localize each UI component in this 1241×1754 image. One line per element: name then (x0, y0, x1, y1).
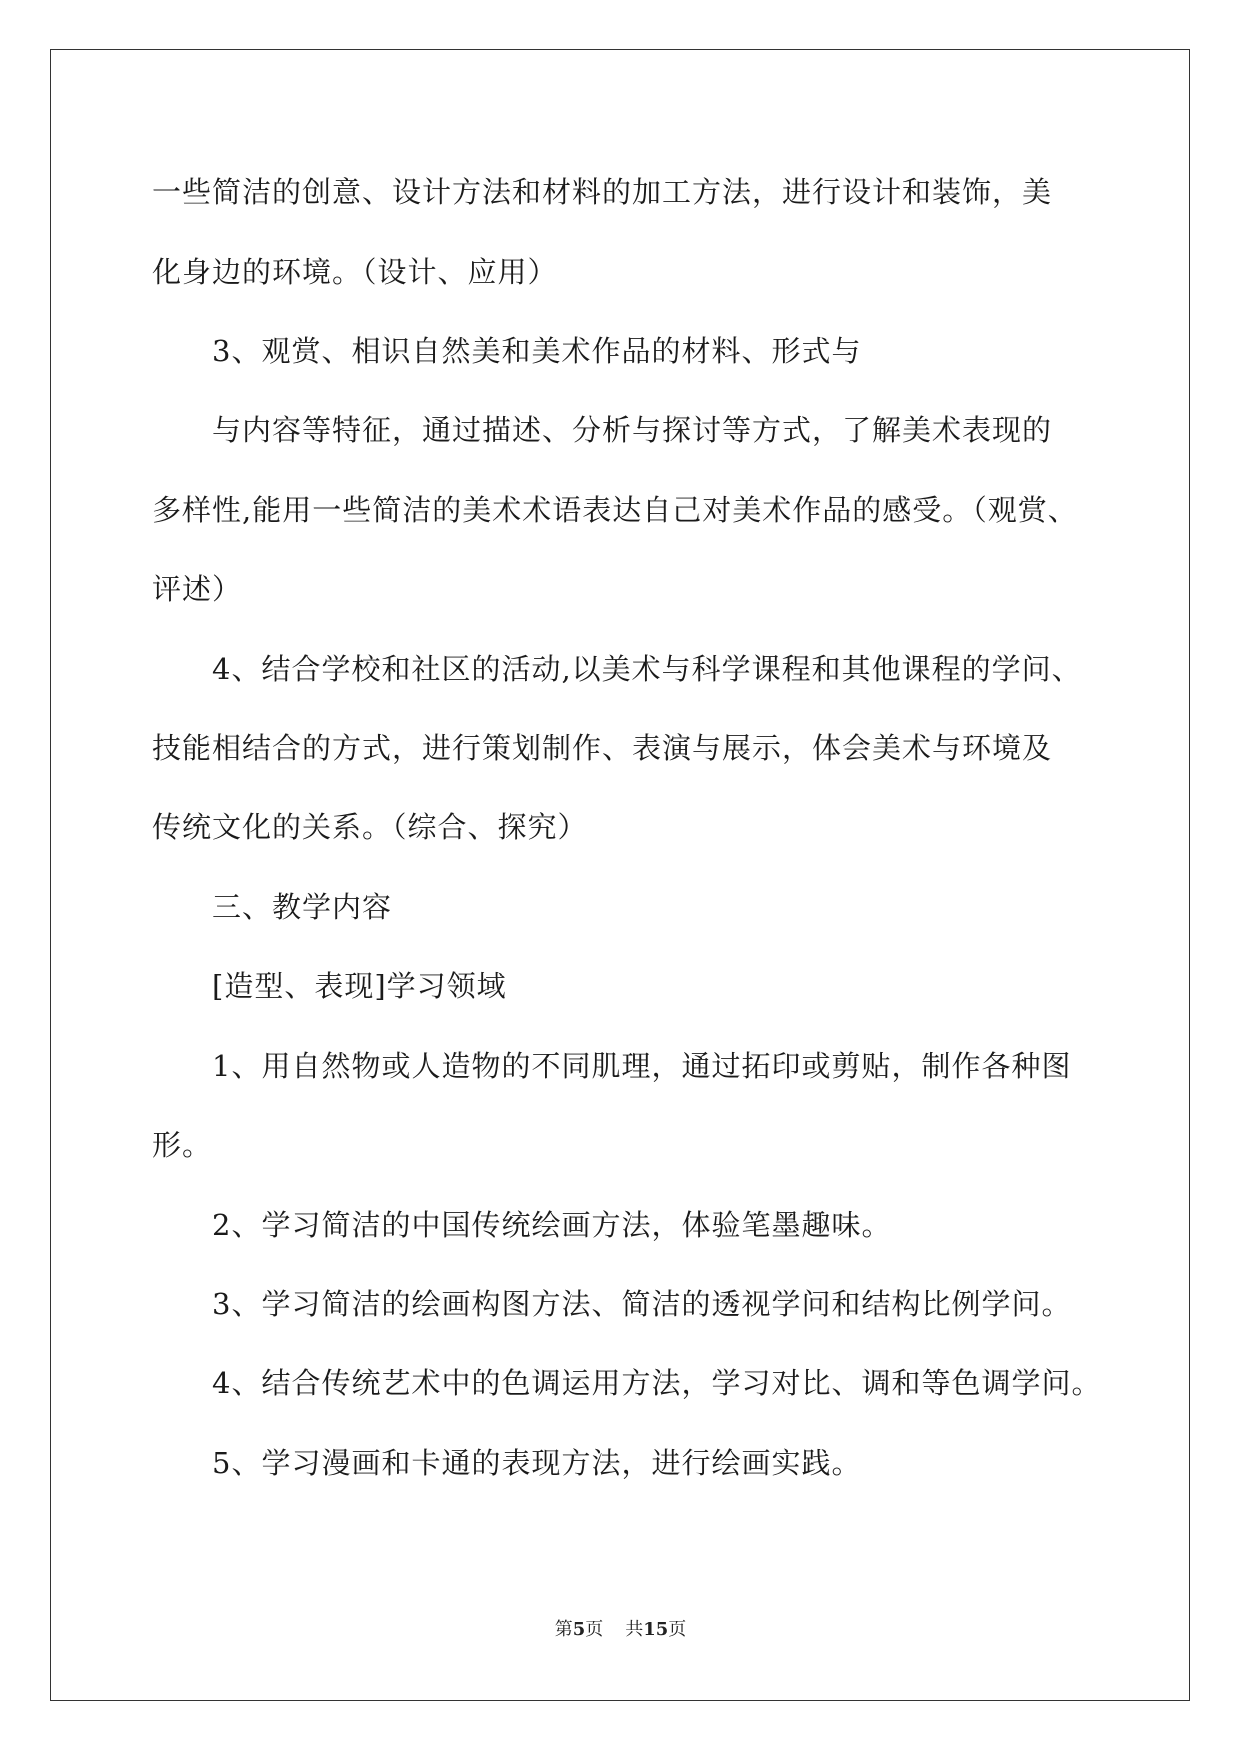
total-prefix: 共 (625, 1619, 644, 1640)
text-line: 多样性,能用一些简洁的美术术语表达自己对美术作品的感受。（观赏、 (152, 493, 1078, 527)
text-line: 化身边的环境。（设计、应用） (152, 255, 558, 289)
text-line: 与内容等特征，通过描述、分析与探讨等方式，了解美术表现的 (212, 413, 1053, 447)
text-line: 1、用自然物或人造物的不同肌理，通过拓印或剪贴，制作各种图 (212, 1049, 1072, 1083)
text-line: 形。 (152, 1128, 213, 1162)
text-line: 5、学习漫画和卡通的表现方法，进行绘画实践。 (212, 1446, 862, 1480)
total-suffix: 页 (668, 1619, 687, 1640)
subsection-heading: [造型、表现]学习领域 (212, 969, 507, 1003)
section-heading: 三、教学内容 (212, 890, 393, 924)
text-line: 2、学习简洁的中国传统绘画方法，体验笔墨趣味。 (212, 1208, 892, 1242)
text-line: 一些简洁的创意、设计方法和材料的加工方法，进行设计和装饰，美 (152, 175, 1053, 209)
text-line: 3、观赏、相识自然美和美术作品的材料、形式与 (212, 334, 862, 368)
page-total: 15 (643, 1619, 669, 1640)
page-suffix: 页 (585, 1619, 604, 1640)
text-line: 传统文化的关系。（综合、探究） (152, 810, 588, 844)
text-line: 3、学习简洁的绘画构图方法、简洁的透视学问和结构比例学问。 (212, 1287, 1072, 1321)
text-line: 技能相结合的方式，进行策划制作、表演与展示，体会美术与环境及 (152, 731, 1053, 765)
page-number: 5 (572, 1619, 586, 1640)
text-line: 4、结合学校和社区的活动,以美术与科学课程和其他课程的学问、 (212, 652, 1082, 686)
text-line: 评述） (152, 572, 243, 606)
page-footer (0, 1618, 1241, 1642)
text-line: 4、结合传统艺术中的色调运用方法，学习对比、调和等色调学问。 (212, 1366, 1102, 1400)
page-prefix: 第 (554, 1619, 573, 1640)
